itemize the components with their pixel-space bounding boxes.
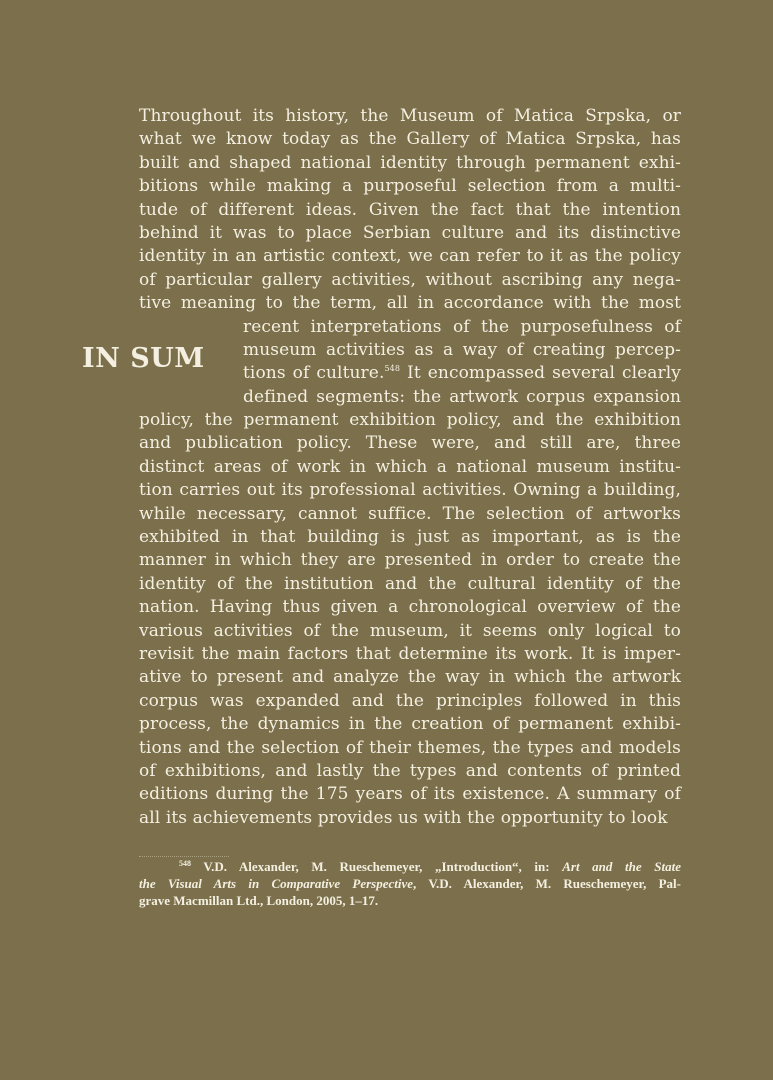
body-line: identity in an artistic context, we can refer to it as the policy <box>139 246 681 267</box>
body-line: nation. Having thus given a chronological overview of the <box>139 597 681 618</box>
body-line: various activities of the museum, it seems only logical to <box>139 620 681 641</box>
body-line: and publication policy. These were, and still are, three <box>139 433 681 454</box>
body-line: of particular gallery activities, without ascribing any nega- <box>139 269 681 290</box>
body-line: revisit the main factors that determine its work. It is imper- <box>139 643 681 664</box>
body-text-fragment: tions of culture. <box>243 363 385 384</box>
body-line: tive meaning to the term, all in accordance with the most <box>139 293 681 314</box>
body-line: of exhibitions, and lastly the types and contents of printed <box>139 760 681 781</box>
body-text-fragment: It encompassed several clearly <box>400 363 681 384</box>
body-line: Throughout its history, the Museum of Matica Srpska, or <box>139 106 681 126</box>
footnote-title: the Visual Arts in Comparative Perspective <box>139 876 414 891</box>
footnote-marker: 548 <box>179 859 191 868</box>
body-line: corpus was expanded and the principles followed in this <box>139 690 681 711</box>
body-text <box>139 105 681 830</box>
body-line: behind it was to place Serbian culture and its distinctive <box>139 222 681 243</box>
footnote-text: V.D. Alexander, M. Rueschemeyer, „Introduction“, in: <box>191 859 563 874</box>
body-line: museum activities as a way of creating percep- <box>243 339 681 360</box>
footnote-text: , V.D. Alexander, M. Rueschemeyer, Pal- <box>413 876 681 891</box>
body-line: defined segments: the artwork corpus expansion <box>243 386 681 407</box>
footnote-line: grave Macmillan Ltd., London, 2005, 1–17. <box>139 893 379 908</box>
body-line: policy, the permanent exhibition policy, and the exhibition <box>139 410 681 431</box>
body-line: while necessary, cannot suffice. The selection of artworks <box>139 503 681 524</box>
footnote <box>139 858 681 909</box>
body-line: distinct areas of work in which a national museum institu- <box>139 456 681 477</box>
body-line: bitions while making a purposeful selection from a multi- <box>139 176 681 197</box>
footnote-reference[interactable]: 548 <box>384 364 401 374</box>
body-line: ative to present and analyze the way in which the artwork <box>139 667 681 688</box>
body-line: identity of the institution and the cultural identity of the <box>139 573 681 594</box>
body-line: tions and the selection of their themes, the types and models <box>139 737 681 758</box>
body-line: what we know today as the Gallery of Matica Srpska, has <box>139 129 681 150</box>
body-line: built and shaped national identity through permanent exhi- <box>139 152 681 173</box>
body-line: exhibited in that building is just as important, as is the <box>139 527 681 548</box>
body-line: tion carries out its professional activities. Owning a building, <box>139 480 681 501</box>
footnote-title: Art and the State <box>562 859 681 874</box>
body-line: all its achievements provides us with the opportunity to look <box>139 807 668 828</box>
body-line: manner in which they are presented in order to create the <box>139 550 681 571</box>
footnote-line <box>139 858 681 875</box>
body-line: editions during the 175 years of its existence. A summary of <box>139 784 681 805</box>
footnote-line <box>139 875 681 892</box>
body-line-with-footnote-ref <box>243 362 681 385</box>
body-line: process, the dynamics in the creation of permanent exhibi- <box>139 714 681 735</box>
section-heading: IN SUM <box>82 343 205 374</box>
footnote-divider <box>139 856 229 857</box>
body-line: recent interpretations of the purposefulness of <box>243 316 681 337</box>
body-line: tude of different ideas. Given the fact that the intention <box>139 199 681 220</box>
